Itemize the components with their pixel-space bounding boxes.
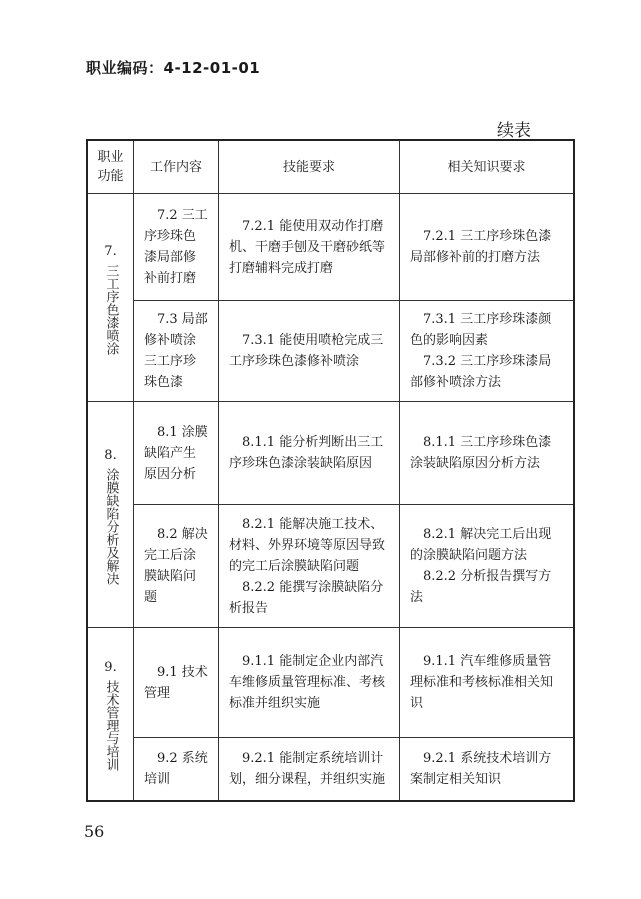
col-header-content: 工作内容: [134, 140, 219, 194]
work-content-cell: [134, 505, 219, 628]
knowledge-requirement-cell: [400, 505, 575, 628]
knowledge-item: 9.2.1 系统技术培训方案制定相关知识: [410, 750, 552, 787]
work-content-cell: [134, 194, 219, 301]
work-content-text: 7.2 三工序珍珠色漆局部修补前打磨: [144, 208, 208, 286]
skill-requirement-cell: [219, 194, 400, 301]
skill-item: 8.2.2 能撰写涂膜缺陷分析报告: [229, 579, 384, 616]
skills-table: [86, 139, 575, 802]
function-name: 技术管理与培训: [103, 679, 119, 771]
work-content-cell: [134, 402, 219, 505]
knowledge-item: 9.1.1 汽车维修质量管理标准和考核标准相关知识: [410, 654, 554, 711]
skill-requirement-cell: [219, 301, 400, 402]
function-number: 7.: [104, 243, 117, 259]
table-header-row: [87, 140, 574, 194]
knowledge-item: 7.2.1 三工序珍珠色漆局部修补前的打磨方法: [410, 229, 552, 265]
knowledge-item: 8.1.1 三工序珍珠色漆涂装缺陷原因分析方法: [410, 435, 552, 471]
skill-item: 7.3.1 能使用喷枪完成三工序珍珠色漆修补喷涂: [229, 333, 384, 369]
skill-item: 9.1.1 能制定企业内部汽车维修质量管理标准、考核标准并组织实施: [229, 654, 386, 711]
col-header-skills: 技能要求: [219, 140, 400, 194]
skill-item: 7.2.1 能使用双动作打磨机、干磨手刨及干磨砂纸等打磨辅料完成打磨: [229, 218, 386, 276]
table-row: [87, 628, 574, 738]
knowledge-requirement-cell: [400, 402, 575, 505]
work-content-text: 9.2 系统培训: [144, 750, 208, 787]
function-cell: [87, 402, 134, 628]
col-header-function: 职业 功能: [87, 140, 134, 194]
page-number: 56: [84, 822, 105, 841]
knowledge-requirement-cell: [400, 628, 575, 738]
knowledge-item: 8.2.1 解决完工后出现的涂膜缺陷问题方法: [410, 527, 552, 563]
function-cell: [87, 194, 134, 402]
work-content-cell: [134, 301, 219, 402]
knowledge-requirement-cell: [400, 738, 575, 801]
work-content-text: 8.1 涂膜缺陷产生原因分析: [144, 424, 208, 482]
knowledge-requirement-cell: [400, 194, 575, 301]
table-row: [87, 402, 574, 505]
skill-item: 9.2.1 能制定系统培训计划，细分课程，并组织实施: [229, 750, 386, 787]
function-number: 9.: [104, 659, 117, 675]
function-number: 8.: [104, 447, 117, 463]
skill-requirement-cell: [219, 505, 400, 628]
knowledge-item: 8.2.2 分析报告撰写方法: [410, 569, 552, 605]
occupation-code: 职业编码：4-12-01-01: [86, 59, 261, 77]
col-header-knowledge: 相关知识要求: [400, 140, 575, 194]
knowledge-requirement-cell: [400, 301, 575, 402]
work-content-text: 8.2 解决完工后涂膜缺陷问题: [144, 527, 208, 605]
work-content-cell: [134, 738, 219, 801]
table-row: [87, 301, 574, 402]
work-content-text: 7.3 局部修补喷涂三工序珍珠色漆: [144, 312, 208, 390]
table-row: [87, 194, 574, 301]
function-name: 三工序色漆喷涂: [103, 263, 119, 355]
table-row: [87, 505, 574, 628]
skill-item: 8.1.1 能分析判断出三工序珍珠色漆涂装缺陷原因: [229, 435, 384, 471]
function-name: 涂膜缺陷分析及解决: [103, 467, 119, 585]
skill-requirement-cell: [219, 402, 400, 505]
work-content-text: 9.1 技术管理: [144, 664, 208, 701]
table-continued-label: 续表: [497, 121, 531, 141]
knowledge-item: 7.3.2 三工序珍珠漆局部修补喷涂方法: [410, 354, 552, 390]
table-row: [87, 738, 574, 801]
function-cell: [87, 628, 134, 801]
skill-item: 8.2.1 能解决施工技术、材料、外界环境等原因导致的完工后涂膜缺陷问题: [229, 516, 386, 574]
work-content-cell: [134, 628, 219, 738]
skill-requirement-cell: [219, 738, 400, 801]
skill-requirement-cell: [219, 628, 400, 738]
knowledge-item: 7.3.1 三工序珍珠漆颜色的影响因素: [410, 312, 552, 348]
